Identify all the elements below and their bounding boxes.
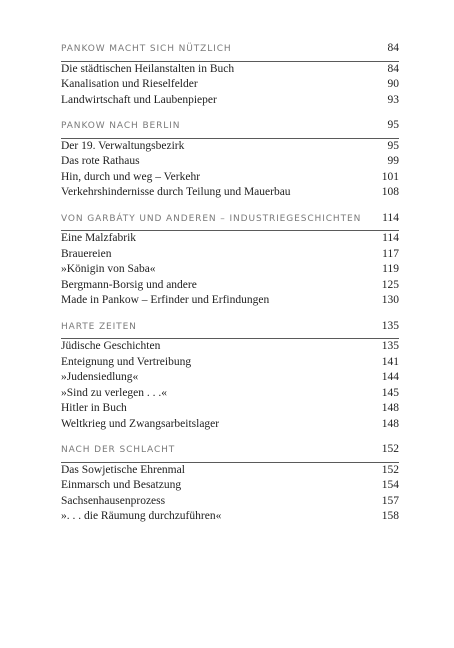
toc-entry-page: 108 bbox=[381, 186, 399, 198]
toc-entry-title: Einmarsch und Besatzung bbox=[61, 479, 182, 491]
toc-entry bbox=[61, 495, 399, 511]
toc-entry-page: 119 bbox=[382, 263, 399, 275]
section-heading-title: VON GARBÁTY UND ANDEREN – INDUSTRIEGESCHICHTEN bbox=[61, 213, 362, 224]
toc-entry-title: Das rote Rathaus bbox=[61, 155, 140, 167]
toc-entry-page: 93 bbox=[387, 93, 399, 106]
toc-entry bbox=[61, 155, 399, 171]
toc-entry-page: 148 bbox=[381, 402, 399, 414]
toc-entry-page: 125 bbox=[381, 278, 399, 291]
section-heading-title: NACH DER SCHLACHT bbox=[61, 445, 176, 455]
toc-entry-title: Kanalisation und Rieselfelder bbox=[61, 78, 198, 90]
toc-entry-title: Landwirtschaft und Laubenpieper bbox=[61, 93, 217, 106]
toc-entry-page: 152 bbox=[381, 463, 399, 476]
section-heading-title: PANKOW NACH BERLIN bbox=[61, 121, 181, 131]
toc-entry-title: Enteignung und Vertreibung bbox=[61, 355, 192, 368]
toc-section bbox=[61, 42, 399, 109]
table-of-contents bbox=[61, 42, 399, 536]
toc-section bbox=[61, 443, 399, 526]
section-divider bbox=[61, 138, 399, 139]
toc-entry-title: Verkehrshindernisse durch Teilung und Mauerbau bbox=[61, 186, 291, 198]
section-heading-page: 114 bbox=[382, 211, 399, 224]
section-heading bbox=[61, 212, 399, 228]
section-divider bbox=[61, 338, 399, 339]
toc-entry bbox=[61, 140, 399, 156]
toc-entry bbox=[61, 63, 399, 79]
toc-entry bbox=[61, 387, 399, 403]
toc-entry-title: Brauereien bbox=[61, 247, 112, 260]
toc-entry-page: 158 bbox=[381, 510, 399, 522]
toc-entry bbox=[61, 232, 399, 248]
toc-entry bbox=[61, 294, 399, 310]
section-divider bbox=[61, 230, 399, 231]
toc-entry bbox=[61, 186, 399, 202]
toc-entry bbox=[61, 94, 399, 110]
toc-entry-title: ». . . die Räumung durchzuführen« bbox=[61, 510, 222, 522]
toc-entry-title: Sachsenhausenprozess bbox=[61, 494, 166, 507]
toc-entry bbox=[61, 510, 399, 526]
toc-entry-title: Die städtischen Heilanstalten in Buch bbox=[61, 62, 235, 75]
toc-entry-page: 157 bbox=[381, 494, 399, 507]
toc-entry-title: Hitler in Buch bbox=[61, 402, 127, 414]
toc-entry-title: »Königin von Saba« bbox=[61, 263, 156, 275]
toc-entry-page: 114 bbox=[382, 232, 399, 244]
toc-entry bbox=[61, 402, 399, 418]
toc-entry-page: 90 bbox=[387, 78, 399, 90]
toc-entry-page: 145 bbox=[381, 386, 399, 399]
toc-entry-page: 135 bbox=[381, 340, 399, 352]
toc-entry-title: Bergmann-Borsig und andere bbox=[61, 278, 197, 291]
toc-section bbox=[61, 212, 399, 310]
toc-entry-page: 154 bbox=[381, 479, 399, 491]
section-heading bbox=[61, 42, 399, 58]
toc-entry bbox=[61, 418, 399, 434]
toc-entry-page: 141 bbox=[381, 355, 399, 368]
toc-entry-title: »Judensiedlung« bbox=[61, 371, 139, 383]
toc-entry bbox=[61, 279, 399, 295]
toc-section bbox=[61, 320, 399, 434]
toc-entry bbox=[61, 171, 399, 187]
section-heading bbox=[61, 443, 399, 459]
toc-entry-page: 148 bbox=[381, 417, 399, 430]
toc-entry-title: Eine Malzfabrik bbox=[61, 232, 137, 244]
toc-entry-title: Das Sowjetische Ehrenmal bbox=[61, 463, 185, 476]
toc-entry-page: 95 bbox=[387, 139, 399, 152]
toc-entry bbox=[61, 263, 399, 279]
toc-entry-title: Hin, durch und weg – Verkehr bbox=[61, 170, 201, 183]
toc-entry-page: 144 bbox=[381, 371, 399, 383]
toc-entry bbox=[61, 356, 399, 372]
toc-entry-page: 117 bbox=[382, 247, 399, 260]
toc-entry-page: 130 bbox=[381, 294, 399, 306]
toc-entry-title: »Sind zu verlegen . . .« bbox=[61, 386, 168, 399]
toc-entry-title: Made in Pankow – Erfinder und Erfindungen bbox=[61, 294, 270, 306]
toc-entry bbox=[61, 78, 399, 94]
section-heading-page: 95 bbox=[387, 119, 399, 131]
toc-entry bbox=[61, 371, 399, 387]
toc-entry-page: 99 bbox=[387, 155, 399, 167]
section-heading-title: PANKOW MACHT SICH NÜTZLICH bbox=[61, 44, 232, 54]
section-divider bbox=[61, 462, 399, 463]
section-heading bbox=[61, 320, 399, 336]
toc-entry-title: Jüdische Geschichten bbox=[61, 340, 161, 352]
toc-entry-page: 84 bbox=[387, 62, 399, 75]
toc-entry bbox=[61, 464, 399, 480]
section-heading-page: 152 bbox=[381, 443, 399, 455]
toc-section bbox=[61, 119, 399, 202]
toc-entry-page: 101 bbox=[381, 170, 399, 183]
toc-entry-title: Weltkrieg und Zwangsarbeitslager bbox=[61, 417, 220, 430]
section-heading-title: HARTE ZEITEN bbox=[61, 321, 137, 332]
toc-entry bbox=[61, 248, 399, 264]
toc-entry bbox=[61, 479, 399, 495]
toc-entry bbox=[61, 340, 399, 356]
section-heading-page: 84 bbox=[387, 42, 399, 54]
section-heading bbox=[61, 119, 399, 135]
section-divider bbox=[61, 61, 399, 62]
toc-entry-title: Der 19. Verwaltungsbezirk bbox=[61, 139, 185, 152]
section-heading-page: 135 bbox=[381, 319, 399, 332]
